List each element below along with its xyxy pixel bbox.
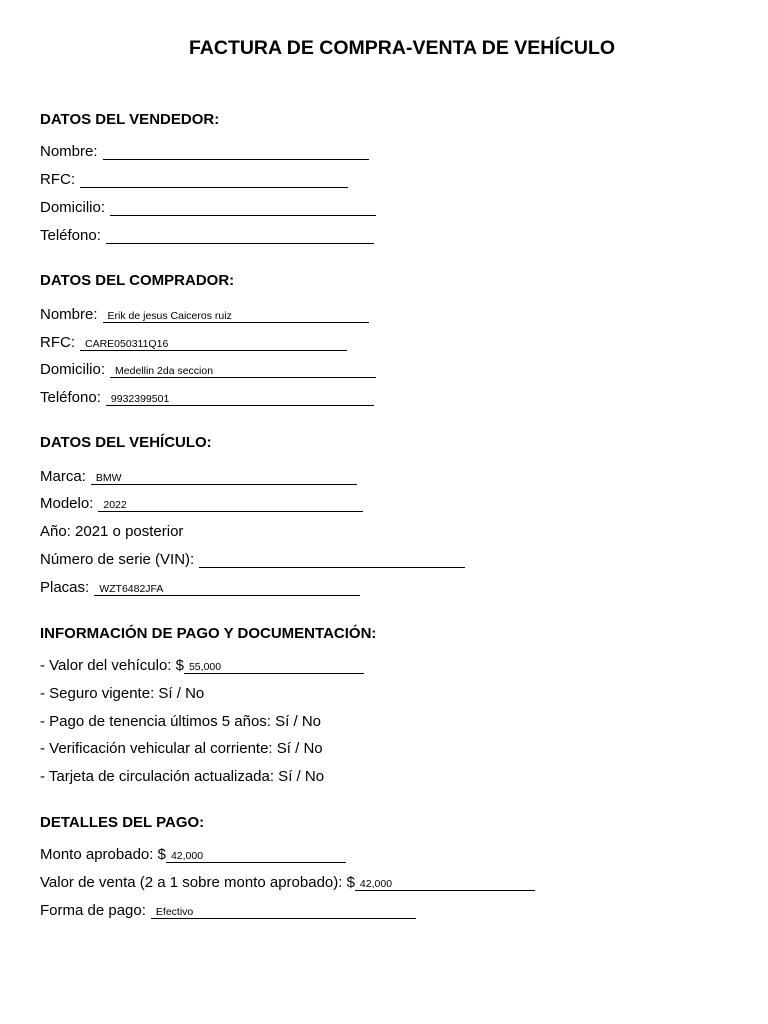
vehicle-value-label: - Valor del vehículo: $ [40,657,184,674]
vehicle-model-label: Modelo: [40,495,94,512]
buyer-address-row [40,358,376,378]
insurance-row [40,682,204,702]
document-title: FACTURA DE COMPRA-VENTA DE VEHÍCULO [188,37,616,59]
payment-method-row [40,899,416,919]
approved-amount-value: 42,000 [170,850,204,862]
vehicle-heading: DATOS DEL VEHÍCULO: [40,434,212,451]
vehicle-value-value: 55,000 [188,661,222,673]
buyer-phone-value: 9932399501 [110,393,170,405]
seller-name-label: Nombre: [40,143,98,160]
vehicle-brand-value: BMW [95,472,122,484]
insurance-text: - Seguro vigente: Sí / No [40,685,205,702]
buyer-rfc-field[interactable] [80,334,347,351]
seller-name-field[interactable] [103,143,369,160]
seller-heading: DATOS DEL VENDEDOR: [40,111,220,128]
buyer-rfc-row [40,331,347,351]
circulation-card-row [40,765,324,785]
buyer-name-row [40,303,369,323]
vehicle-brand-row [40,465,357,485]
tenure-text: - Pago de tenencia últimos 5 años: Sí / No [40,713,321,730]
vehicle-model-value: 2022 [103,499,127,511]
buyer-heading: DATOS DEL COMPRADOR: [40,272,235,289]
vehicle-value-row [40,654,364,674]
buyer-rfc-value: CARE050311Q16 [85,338,169,350]
buyer-address-label: Domicilio: [40,361,106,378]
buyer-rfc-label: RFC: [40,334,75,351]
vehicle-vin-field[interactable] [199,551,465,568]
buyer-address-value: Medellin 2da seccion [115,365,214,377]
sale-value-label: Valor de venta (2 a 1 sobre monto aprobado): $ [40,874,355,891]
vehicle-plates-row [40,576,360,596]
vehicle-vin-row [40,548,465,568]
verification-text: - Verificación vehicular al corriente: Sí / No [40,740,323,757]
seller-address-field[interactable] [110,199,376,216]
vehicle-model-row [40,492,363,512]
sale-value-field[interactable] [355,874,535,891]
vehicle-year-text: Año: 2021 o posterior [40,523,184,540]
vehicle-plates-label: Placas: [40,579,90,596]
vehicle-year-row [40,520,183,540]
seller-rfc-row [40,168,348,188]
vehicle-model-field[interactable] [98,495,363,512]
buyer-phone-label: Teléfono: [40,389,101,406]
vehicle-plates-value: WZT6482JFA [99,583,164,595]
payment-info-heading: INFORMACIÓN DE PAGO Y DOCUMENTACIÓN: [40,625,377,642]
payment-method-label: Forma de pago: [40,902,146,919]
approved-amount-field[interactable] [166,846,346,863]
payment-details-heading: DETALLES DEL PAGO: [40,814,205,831]
seller-phone-label: Teléfono: [40,227,101,244]
sale-value-row [40,871,535,891]
payment-method-value: Efectivo [155,906,194,918]
sale-value-value: 42,000 [359,878,393,890]
verification-row [40,737,323,757]
buyer-name-value: Erik de jesus Caiceros ruiz [107,310,232,322]
buyer-phone-field[interactable] [106,389,374,406]
approved-amount-row [40,843,346,863]
vehicle-vin-label: Número de serie (VIN): [40,551,195,568]
buyer-phone-row [40,386,374,406]
seller-phone-field[interactable] [106,227,374,244]
seller-rfc-label: RFC: [40,171,75,188]
vehicle-brand-field[interactable] [91,468,357,485]
seller-name-row [40,140,369,160]
seller-address-row [40,196,376,216]
approved-amount-label: Monto aprobado: $ [40,846,166,863]
buyer-name-field[interactable] [103,306,369,323]
tenure-row [40,710,321,730]
circulation-card-text: - Tarjeta de circulación actualizada: Sí / No [40,768,325,785]
seller-address-label: Domicilio: [40,199,106,216]
payment-method-field[interactable] [151,902,416,919]
vehicle-plates-field[interactable] [94,579,360,596]
seller-rfc-field[interactable] [80,171,348,188]
buyer-address-field[interactable] [110,361,376,378]
seller-phone-row [40,224,374,244]
vehicle-brand-label: Marca: [40,468,86,485]
buyer-name-label: Nombre: [40,306,98,323]
vehicle-value-field[interactable] [184,657,364,674]
